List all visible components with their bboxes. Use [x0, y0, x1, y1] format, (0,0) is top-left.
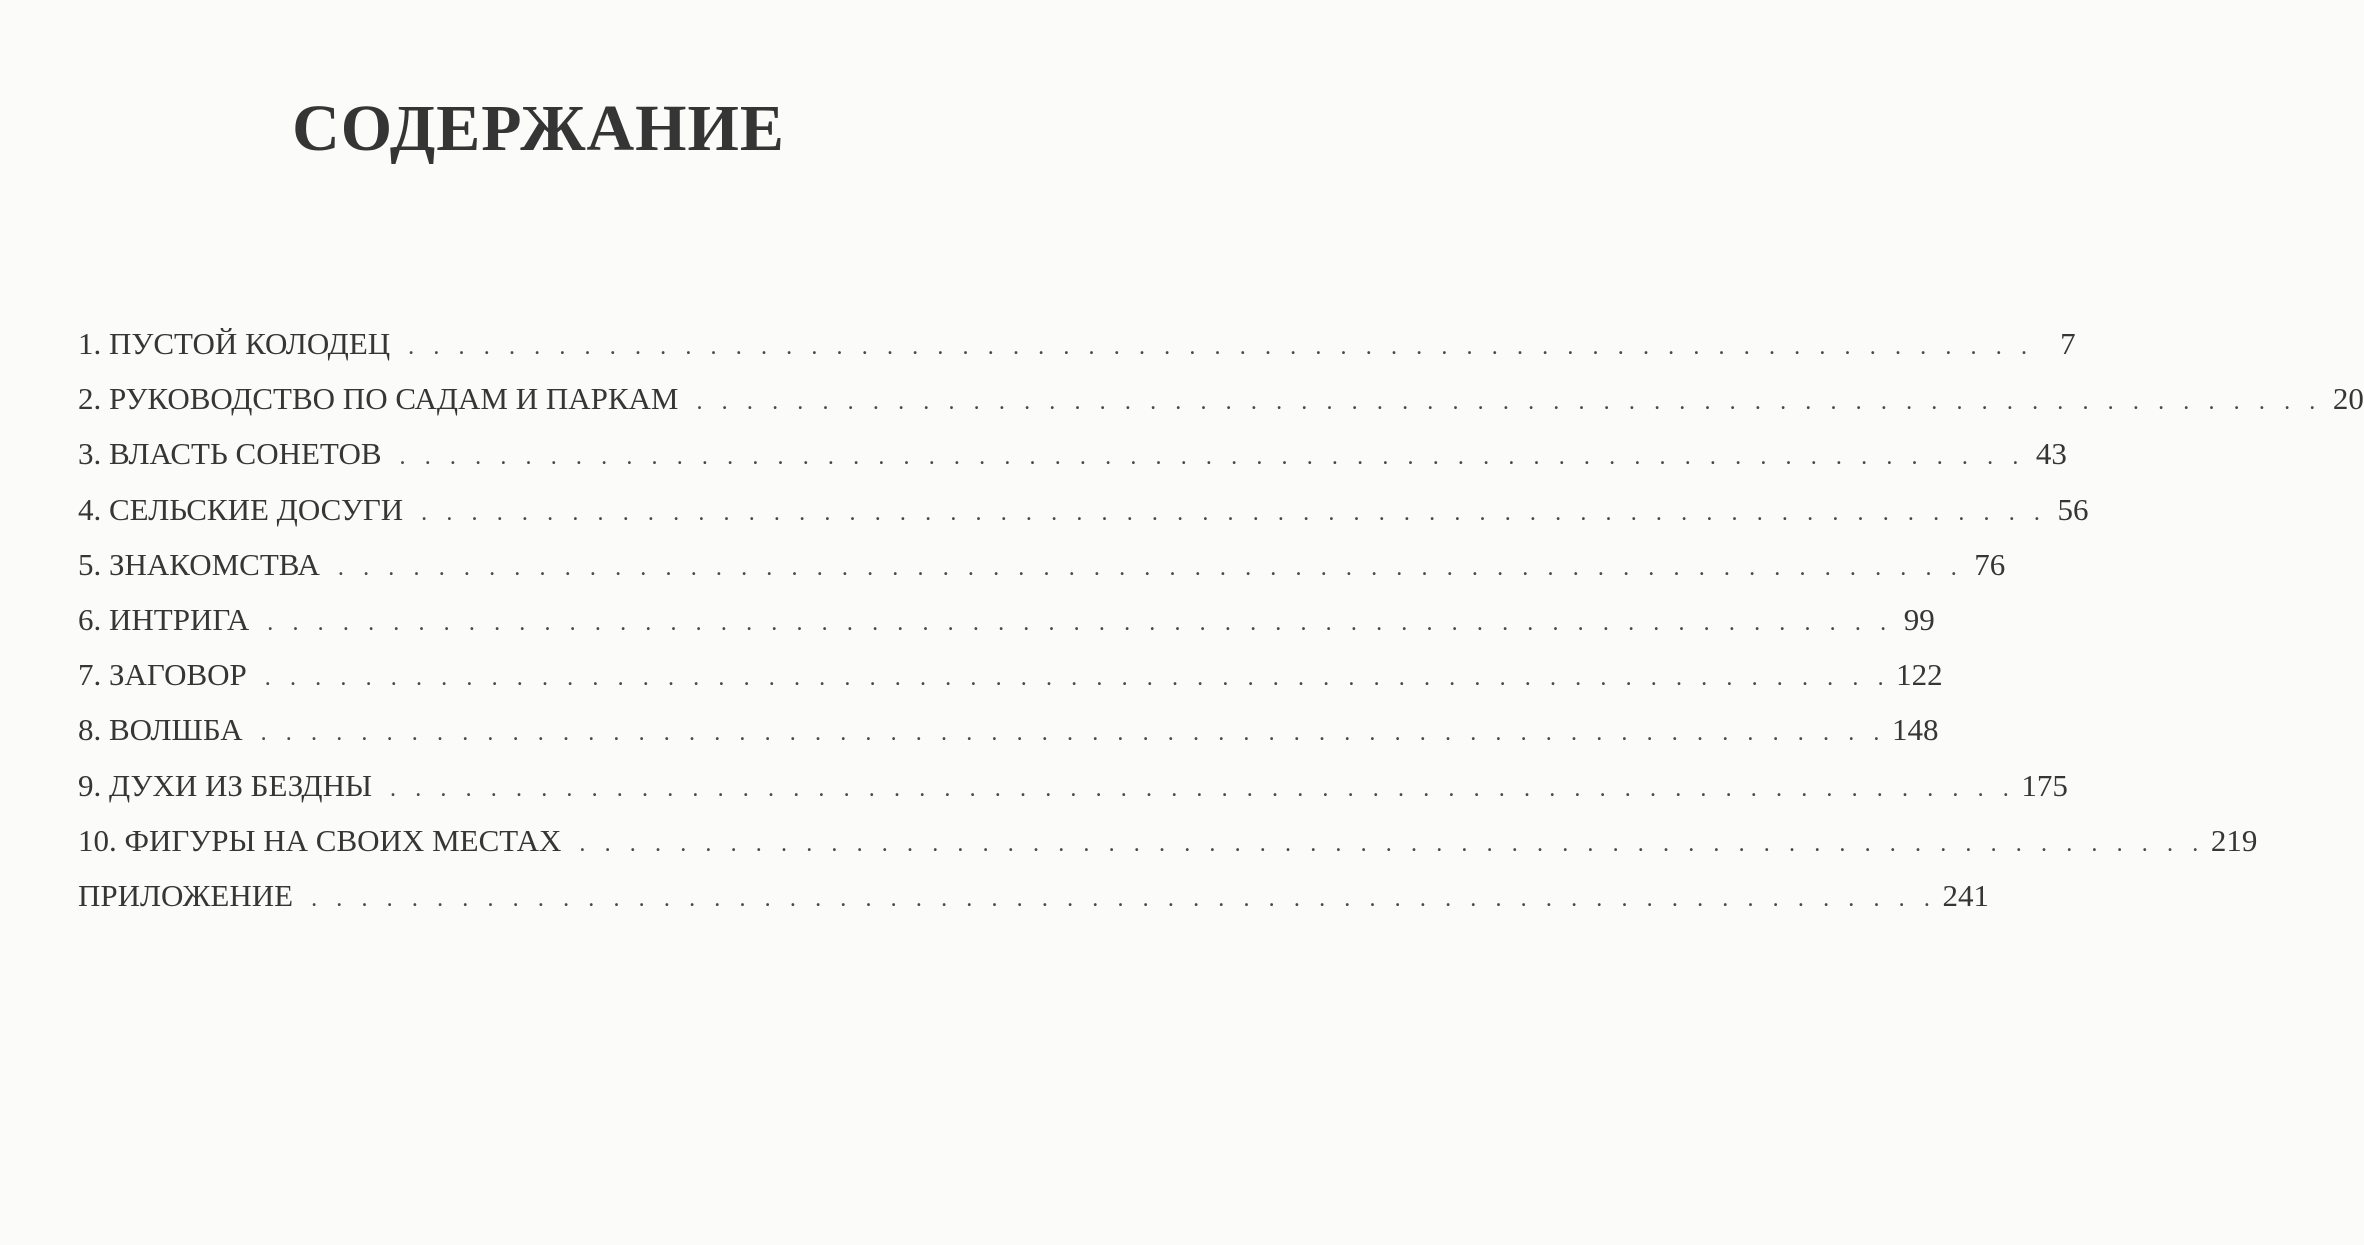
dot-leader: . . . . . . . . . . . . . . . . . . . . . . . . . . . . . . . . . . . . . . . . . . . . . . . . . . . . . . . . . . . . . . . . . [267, 609, 1893, 636]
dot-leader: . . . . . . . . . . . . . . . . . . . . . . . . . . . . . . . . . . . . . . . . . . . . . . . . . . . . . . . . . . . . . . . . . [311, 885, 1937, 912]
toc-entry-page: 175 [2021, 767, 2068, 803]
dot-leader: . . . . . . . . . . . . . . . . . . . . . . . . . . . . . . . . . . . . . . . . . . . . . . . . . . . . . . . . . . . . . . . . . [390, 775, 2016, 802]
toc-entry[interactable] [78, 601, 1935, 657]
toc-entry[interactable] [78, 767, 2068, 823]
toc-entry-title: 3. ВЛАСТЬ СОНЕТОВ [78, 436, 382, 472]
toc-entry-title: 8. ВОЛШБА [78, 712, 243, 748]
toc-entry[interactable] [78, 657, 1943, 712]
dot-leader: . . . . . . . . . . . . . . . . . . . . . . . . . . . . . . . . . . . . . . . . . . . . . . . . . . . . . . . . . . . . . . . . . [264, 665, 1891, 692]
toc-entry[interactable] [78, 436, 2067, 491]
toc-entry-page: 219 [2210, 822, 2258, 858]
toc-entry-title: 5. ЗНАКОМСТВА [78, 546, 320, 582]
toc-entry[interactable] [78, 546, 2006, 602]
toc-entry-page: 76 [1974, 546, 2006, 582]
toc-entry[interactable] [78, 326, 2076, 381]
toc-entry-title: 7. ЗАГОВОР [78, 657, 247, 693]
toc-entry-page: 7 [2060, 326, 2076, 361]
toc-entry-page: 43 [2035, 436, 2067, 472]
toc-entry-title: 10. ФИГУРЫ НА СВОИХ МЕСТАХ [78, 822, 562, 858]
toc-entry-title: 6. ИНТРИГА [78, 601, 250, 637]
dot-leader: . . . . . . . . . . . . . . . . . . . . . . . . . . . . . . . . . . . . . . . . . . . . . . . . . . . . . . . . . . . . . . . . . [421, 499, 2047, 526]
dot-leader: . . . . . . . . . . . . . . . . . . . . . . . . . . . . . . . . . . . . . . . . . . . . . . . . . . . . . . . . . . . . . . . . . [408, 334, 2034, 360]
toc-entry-title: 2. РУКОВОДСТВО ПО САДАМ И ПАРКАМ [78, 381, 679, 417]
toc-entry-page: 241 [1942, 877, 1989, 913]
toc-entry[interactable] [78, 491, 2089, 547]
toc-entry[interactable] [78, 877, 1989, 933]
dot-leader: . . . . . . . . . . . . . . . . . . . . . . . . . . . . . . . . . . . . . . . . . . . . . . . . . . . . . . . . . . . . . . . . . [260, 720, 1887, 747]
toc-entry[interactable] [78, 822, 2258, 878]
toc-entry-title: 4. СЕЛЬСКИЕ ДОСУГИ [78, 491, 404, 527]
toc-entry-page: 20 [2332, 381, 2364, 417]
toc-entry-title: ПРИЛОЖЕНИЕ [78, 877, 294, 913]
toc-entry[interactable] [78, 712, 1939, 767]
toc-entry-page: 99 [1903, 601, 1935, 637]
page-title: СОДЕРЖАНИЕ [292, 92, 785, 166]
dot-leader: . . . . . . . . . . . . . . . . . . . . . . . . . . . . . . . . . . . . . . . . . . . . . . . . . . . . . . . . . . . . . . . . . [337, 554, 1964, 581]
dot-leader: . . . . . . . . . . . . . . . . . . . . . . . . . . . . . . . . . . . . . . . . . . . . . . . . . . . . . . . . . . . . . . . . . [399, 444, 2025, 471]
toc-entry-page: 56 [2057, 491, 2089, 527]
dot-leader: . . . . . . . . . . . . . . . . . . . . . . . . . . . . . . . . . . . . . . . . . . . . . . . . . . . . . . . . . . . . . . . . . [579, 830, 2205, 857]
toc-entry-page: 148 [1892, 712, 1939, 748]
toc-entry-title: 9. ДУХИ ИЗ БЕЗДНЫ [78, 767, 372, 803]
toc-entry-page: 122 [1896, 657, 1943, 693]
toc-entry[interactable] [78, 381, 2364, 436]
table-of-contents [78, 326, 2364, 933]
dot-leader: . . . . . . . . . . . . . . . . . . . . . . . . . . . . . . . . . . . . . . . . . . . . . . . . . . . . . . . . . . . . . . . . . [696, 389, 2322, 416]
toc-entry-title: 1. ПУСТОЙ КОЛОДЕЦ [78, 326, 391, 361]
